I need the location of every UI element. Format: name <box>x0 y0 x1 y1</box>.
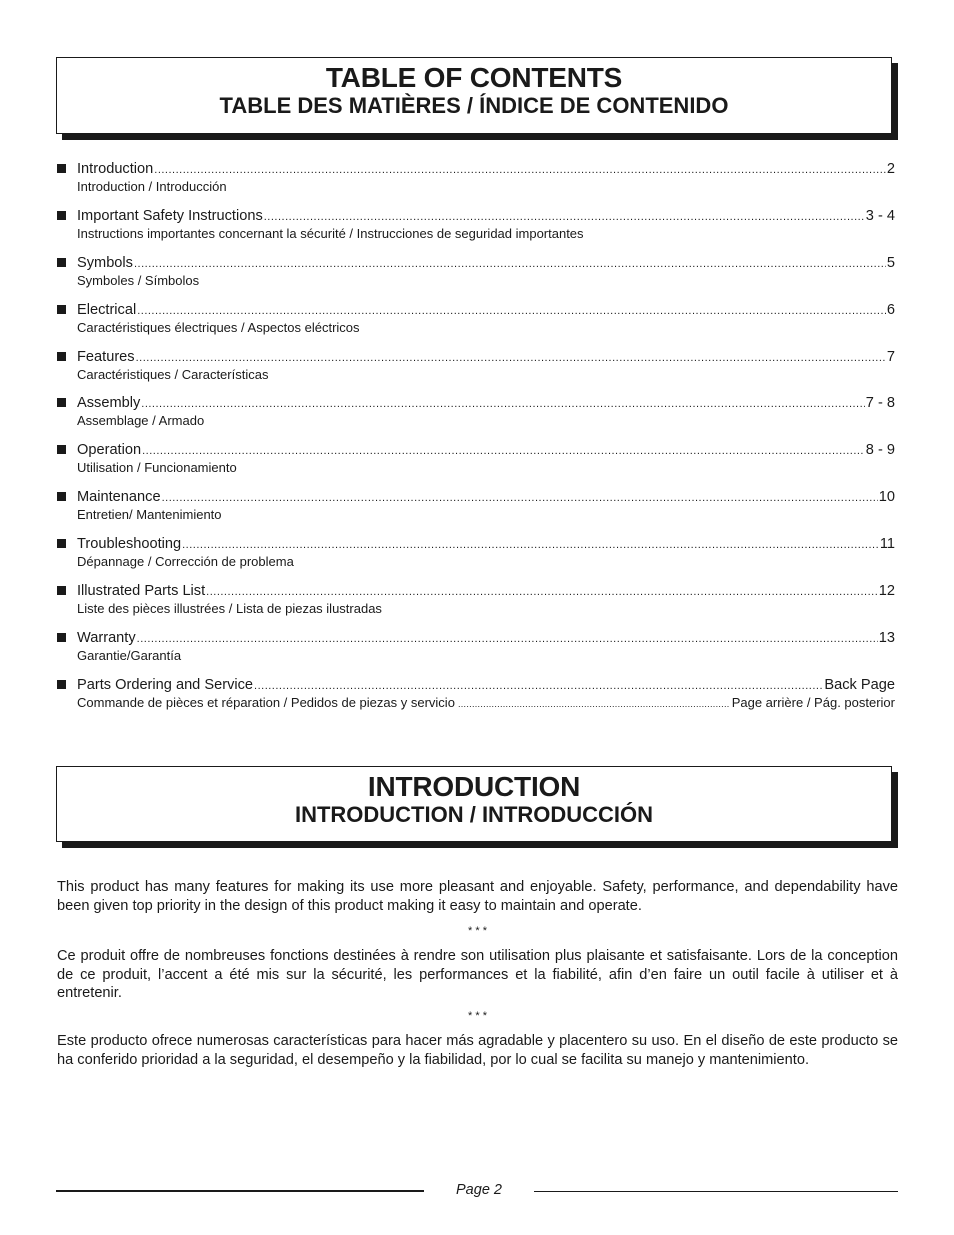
dot-leader <box>206 583 878 601</box>
toc-entry[interactable] <box>56 207 895 254</box>
toc-entry-subtitle: Entretien/ Mantenimiento <box>77 507 222 523</box>
toc-entry-subtitle: Liste des pièces illustrées / Lista de piezas ilustradas <box>77 601 382 617</box>
toc-entry-page: 7 <box>886 348 895 365</box>
toc-entry-title: Parts Ordering and Service <box>77 676 254 693</box>
intro-header-box <box>56 766 892 842</box>
toc-header-box <box>56 57 892 134</box>
separator-stars: * * * <box>468 1010 487 1022</box>
toc-entry-translation <box>77 647 895 664</box>
toc-entry-title: Features <box>77 348 135 365</box>
dot-leader <box>182 536 879 554</box>
square-bullet-icon <box>57 211 66 220</box>
toc-entry-title: Assembly <box>77 395 141 412</box>
toc-entry-line <box>77 160 895 179</box>
toc-entry-page: Back Page <box>824 676 895 693</box>
toc-entry-subtitle: Symboles / Símbolos <box>77 272 200 288</box>
square-bullet-icon <box>57 539 66 548</box>
dot-leader <box>141 395 865 413</box>
toc-entry-title: Maintenance <box>77 489 161 506</box>
toc-entry[interactable] <box>56 348 895 395</box>
toc-entry-subtitle: Commande de pièces et réparation / Pedidos de piezas y servicio <box>77 694 455 710</box>
toc-entry-line <box>77 582 895 601</box>
toc-entry[interactable] <box>56 488 895 535</box>
square-bullet-icon <box>57 352 66 361</box>
toc-entry-page: 6 <box>886 301 895 318</box>
toc-entry-line <box>77 676 895 695</box>
page-number: Page 2 <box>456 1182 502 1198</box>
intro-spanish-paragraph: Este producto ofrece numerosas características para hacer más agradable y placentero su uso. En el diseño de este producto se ha conferido prioridad a la seguridad, el desempeño y la fiabilidad, por lo cual se facilita su manejo y mantenimiento. <box>57 1033 898 1068</box>
dot-leader <box>162 489 878 507</box>
toc-entry-title: Warranty <box>77 629 136 646</box>
toc-entry[interactable] <box>56 676 895 723</box>
toc-entry-sub-page: Page arrière / Pág. posterior <box>731 694 895 710</box>
footer-rule-right <box>534 1191 898 1192</box>
toc-entry-page: 10 <box>878 489 895 506</box>
toc-entry-subtitle: Introduction / Introducción <box>77 179 227 194</box>
toc-entry-page: 12 <box>878 583 895 600</box>
toc-entry[interactable] <box>56 301 895 348</box>
toc-entry-page: 11 <box>879 536 895 553</box>
toc-entry-subtitle: Instructions importantes concernant la sécurité / Instrucciones de seguridad importantes <box>77 225 584 241</box>
toc-entry-translation <box>77 412 895 429</box>
toc-entry-subtitle: Caractéristiques / Características <box>77 366 269 382</box>
footer-rule-left <box>56 1190 424 1192</box>
toc-entry-translation <box>77 600 895 617</box>
toc-entry-translation <box>77 366 895 383</box>
toc-entry-title: Operation <box>77 442 142 459</box>
toc-entry-title: Important Safety Instructions <box>77 207 263 224</box>
intro-english-paragraph: This product has many features for making its use more pleasant and enjoyable. Safety, performance, and dependability have been given top priority in the design of this product making it easy to maintain and operate. <box>57 879 898 914</box>
toc-title: TABLE OF CONTENTS <box>325 62 623 93</box>
dot-leader <box>458 696 729 713</box>
toc-entry-line <box>77 348 895 367</box>
toc-entry-title: Introduction <box>77 161 154 177</box>
dot-leader <box>154 161 886 179</box>
toc-entry-line <box>77 629 895 648</box>
intro-subtitle: INTRODUCTION / INTRODUCCIÓN <box>294 802 654 827</box>
intro-french-paragraph: Ce produit offre de nombreuses fonctions destinées à rendre son utilisation plus plaisante et satisfaisante. Lors de la conception de ce produit, l’accent a été mis sur la sécurité, les performances et la fiabilité, afin d’en faire un outil facile à utiliser et à entretenir. <box>57 948 898 1001</box>
toc-entry-line <box>77 394 895 413</box>
toc-entry-translation <box>77 178 895 195</box>
toc-entry-translation <box>77 553 895 570</box>
dot-leader <box>264 208 865 226</box>
toc-entry-subtitle: Dépannage / Corrección de problema <box>77 554 294 570</box>
dot-leader <box>137 630 878 648</box>
toc-entry-page: 8 - 9 <box>865 442 895 459</box>
square-bullet-icon <box>57 398 66 407</box>
toc-entry-subtitle: Caractéristiques électriques / Aspectos eléctricos <box>77 319 360 335</box>
toc-entry[interactable] <box>56 535 895 582</box>
toc-entry-line <box>77 207 895 226</box>
toc-entry-title: Troubleshooting <box>77 536 182 553</box>
separator-stars: * * * <box>468 925 487 937</box>
dot-leader <box>136 349 886 367</box>
square-bullet-icon <box>57 680 66 689</box>
toc-list <box>56 160 895 723</box>
toc-entry-subtitle: Utilisation / Funcionamiento <box>77 460 237 476</box>
dot-leader <box>134 255 886 273</box>
toc-entry-line <box>77 301 895 320</box>
toc-entry-line <box>77 535 895 554</box>
toc-entry[interactable] <box>56 160 895 207</box>
toc-entry[interactable] <box>56 254 895 301</box>
toc-subtitle: TABLE DES MATIÈRES / ÍNDICE DE CONTENIDO <box>219 93 729 118</box>
toc-entry-translation <box>77 506 895 523</box>
dot-leader <box>137 302 886 320</box>
toc-entry-title: Symbols <box>77 254 133 271</box>
toc-entry[interactable] <box>56 394 895 441</box>
square-bullet-icon <box>57 492 66 501</box>
dot-leader <box>254 677 823 695</box>
toc-entry-translation <box>77 272 895 289</box>
toc-entry-subtitle: Garantie/Garantía <box>77 647 182 663</box>
toc-entry-page: 5 <box>886 254 895 271</box>
toc-entry-line <box>77 441 895 460</box>
toc-entry[interactable] <box>56 441 895 488</box>
toc-entry-line <box>77 488 895 507</box>
toc-entry-translation <box>77 694 895 713</box>
toc-entry-page: 7 - 8 <box>865 395 895 412</box>
toc-entry-line <box>77 254 895 273</box>
toc-entry-page: 3 - 4 <box>865 207 895 224</box>
square-bullet-icon <box>57 164 66 173</box>
dot-leader <box>142 442 865 460</box>
toc-entry-title: Illustrated Parts List <box>77 583 206 600</box>
toc-entry[interactable] <box>56 629 895 676</box>
toc-entry-translation <box>77 459 895 476</box>
square-bullet-icon <box>57 258 66 267</box>
toc-entry[interactable] <box>56 582 895 629</box>
square-bullet-icon <box>57 445 66 454</box>
intro-title: INTRODUCTION <box>367 771 581 802</box>
square-bullet-icon <box>57 305 66 314</box>
toc-entry-subtitle: Assemblage / Armado <box>77 413 205 429</box>
toc-entry-translation <box>77 225 895 242</box>
toc-entry-title: Electrical <box>77 301 137 318</box>
square-bullet-icon <box>57 633 66 642</box>
toc-entry-page: 2 <box>886 161 895 177</box>
toc-entry-page: 13 <box>878 629 895 646</box>
square-bullet-icon <box>57 586 66 595</box>
toc-entry-translation <box>77 319 895 336</box>
